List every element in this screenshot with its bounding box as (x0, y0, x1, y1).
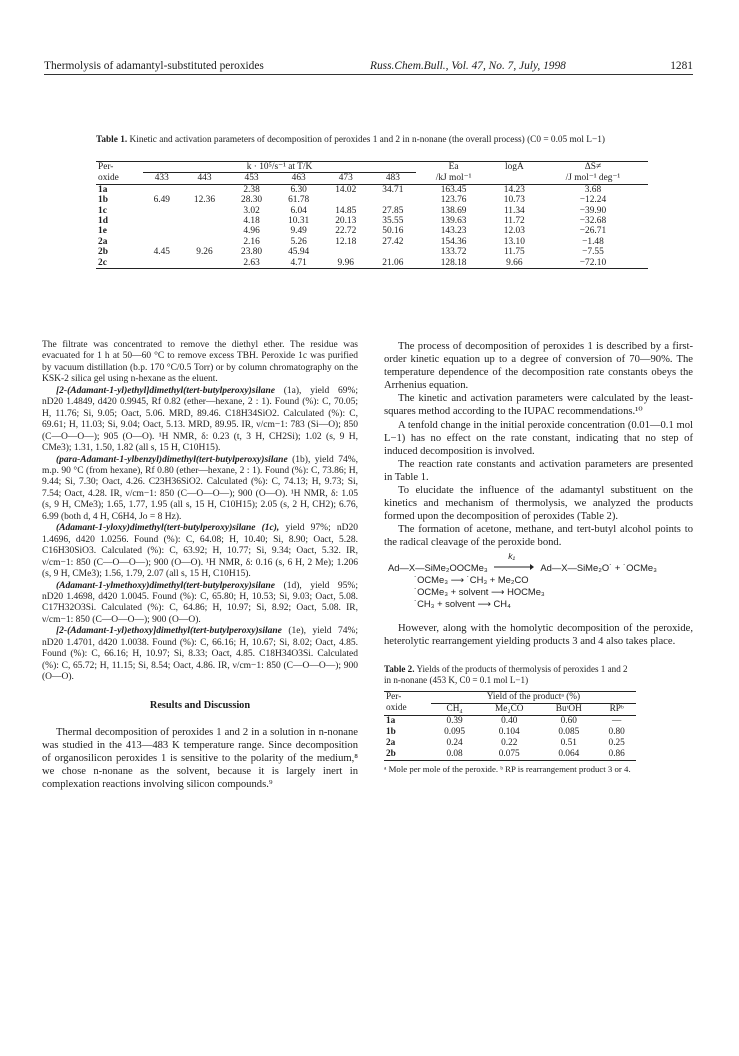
cell: 6.04 (290, 205, 307, 216)
cell: −1.48 (582, 236, 604, 247)
cell: 1b (98, 195, 108, 206)
cell: 22.72 (335, 226, 357, 237)
cell: 1a (386, 715, 396, 726)
compound-name: (para-Adamant-1-ylbenzyl)dimethyl(tert-butylperoxy)silane (56, 454, 288, 465)
cell: 1c (98, 205, 107, 216)
cell: 9.26 (196, 247, 213, 258)
table-row (96, 184, 648, 195)
table-row (96, 247, 648, 257)
cell: 0.22 (501, 737, 518, 748)
table-row (96, 258, 648, 269)
cell: 0.085 (558, 726, 580, 737)
cell: −7.55 (582, 247, 604, 258)
cell (181, 184, 228, 195)
compound-data: (1d), yield 95%; nD20 1.4698, d420 1.0045. Found (%): C, 65.80; H, 10.53; Si, 9.03; Oact, 5.08. C17H32O3Si. Calculated (%): C, 64.86; H, 10.97; Si, 8.92; Oact, 5.08. IR, ν/cm−1: 850 (C—O—O—); 900 (O—O). (42, 580, 358, 625)
scheme-line-1 (388, 551, 693, 575)
cell (143, 226, 181, 236)
cell (143, 258, 181, 269)
cell: 4.45 (153, 247, 170, 258)
cell: 139.63 (440, 216, 467, 227)
table1-head-temp: 483 (369, 173, 416, 184)
table2-head-peroxide-top: Per- (384, 691, 431, 703)
table-row (384, 727, 636, 738)
paragraph: The process of decomposition of peroxides 1 is described by a first-order kinetic equation up to a degree of conversion of 70—90%. The temperature dependence of the decomposition rate constants obeys the Arrhenius equation. (384, 341, 693, 392)
table1-caption-text: Kinetic and activation parameters of decomposition of peroxides 1 and 2 in n-nonane (the overall process) (C0 = 0.05 mol L−1) (129, 135, 605, 145)
table2-head-col: BuᵗOH (540, 703, 597, 715)
right-column (384, 340, 693, 775)
cell (181, 258, 228, 269)
scheme-line-2: ˙OCMe₃ ⟶ ˙CH₃ + Me₂CO (414, 574, 529, 586)
paragraph: The filtrate was concentrated to remove the diethyl ether. The residue was evacuated for 1 h at 50—60 °C to remove excess TBH. Peroxide 1c was purified by vacuum distillation (b.p. 170 °C/0.5 Torr) or by column chromatography on the KSK-2 silica gel using n-hexane as the eluent. (42, 340, 358, 385)
cell: — (612, 715, 622, 726)
cell (322, 247, 369, 257)
table-row (96, 216, 648, 226)
paragraph: A tenfold change in the initial peroxide concentration (0.01—0.1 mol L−1) has no effect on the rate constant, indicating that no step of induced decomposition is involved. (384, 419, 693, 457)
compound-name: (Adamant-1-yloxy)dimethyl(tert-butylperoxy)silane (1c), (56, 523, 280, 534)
scheme-line-4: ˙CH₃ + solvent ⟶ CH₄ (414, 598, 511, 610)
reaction-scheme (388, 551, 693, 611)
cell: 3.02 (243, 205, 260, 216)
table2-footnotes (384, 764, 636, 775)
table1-head-empty (491, 173, 538, 184)
table-row (384, 738, 636, 749)
table2-head-group: Yield of the productᵃ (%) (431, 691, 636, 703)
cell: 61.78 (288, 195, 310, 206)
paragraph: The formation of acetone, methane, and tert-butyl alcohol points to the radical cleavage of the peroxide bond. (384, 524, 693, 549)
cell: 4.71 (275, 258, 322, 269)
cell: 6.49 (153, 195, 170, 206)
cell (369, 247, 416, 257)
cell: 50.16 (382, 226, 404, 237)
cell: 0.24 (446, 737, 463, 748)
journal-citation: Russ.Chem.Bull., Vol. 47, No. 7, July, 1998 (370, 60, 566, 72)
cell: 2c (96, 258, 143, 269)
table-row (96, 206, 648, 216)
table2-head-col: Me₂CO (478, 703, 540, 715)
rate-constant-label: k₁ (508, 551, 516, 562)
compound-1d (42, 581, 358, 627)
paragraph: To elucidate the influence of the adamantyl substituent on the kinetics and mechanism of thermolysis, we analyzed the products formed upon the decomposition of peroxides (Table 2). (384, 485, 693, 523)
cell: 6.30 (290, 184, 307, 195)
cell: 2a (386, 737, 396, 748)
table1-head-temp: 463 (275, 173, 322, 184)
cell: 1b (386, 726, 396, 737)
compound-name: (Adamant-1-ylmethoxy)dimethyl(tert-butylperoxy)silane (56, 580, 275, 591)
cell: −39.90 (579, 205, 607, 216)
table1-label: Table 1. (96, 135, 128, 145)
cell: −72.10 (538, 258, 648, 269)
cell: −32.68 (579, 216, 607, 227)
cell (181, 226, 228, 236)
reaction-arrow (494, 551, 534, 574)
compound-name: [2-(Adamant-1-yl)ethoxy]dimethyl(tert-butylperoxy)silane (56, 626, 282, 637)
table1-head-ds-top: ΔS≠ (538, 162, 648, 173)
cell: 11.34 (503, 205, 525, 216)
cell: 0.08 (431, 749, 478, 761)
arrow-icon (494, 563, 534, 571)
cell: 12.18 (335, 236, 357, 247)
table1-head-loga: logA (491, 162, 538, 173)
running-title: Thermolysis of adamantyl-substituted peroxides (44, 60, 264, 72)
table1-head-temp: 453 (228, 173, 275, 184)
compound-data: yield 97%; nD20 1.4696, d420 1.0256. Found (%): C, 64.08; H, 10.40; Si, 8.90; Oact, 5.28. C16H30SiO3. Calculated (%): C, 63.92; H, 10.77; Si, 9.34; Oact, 5.32. IR, ν/cm−1: 850 (C—O—O—); 900 (O—O). ¹H NMR, δ: 0.16 (s, 6 H, 2 Me); 1.206 (s, 9 H, CMe3); 1.56, 1.79, 2.07 (all s, 15 H, C10H15). (42, 523, 358, 580)
cell: 1e (98, 226, 107, 237)
cell: 12.03 (503, 226, 525, 237)
cell: 128.18 (416, 258, 490, 269)
cell: 14.02 (335, 184, 357, 195)
table1-head-ea-top: Ea (416, 162, 490, 173)
cell: 2.63 (228, 258, 275, 269)
cell: 0.60 (560, 715, 577, 726)
table2-caption (384, 664, 636, 686)
section-title: Results and Discussion (149, 699, 251, 711)
cell: 10.31 (288, 216, 310, 227)
cell: 10.73 (503, 195, 525, 206)
compound-data: (1e), yield 74%; nD20 1.4701, d420 1.0038. Found (%): C, 66.16; H, 10.67; Si, 8.02; Oact, 4.85. Found (%): C, 66.16; H, 10.97; Si, 8.33; Oact, 4.85. C18H34O3Si. Calculated (%): C, 65.72; H, 11.15; Si, 8.54; Oact, 4.86. IR, ν/cm−1: 850 (C—O—O—); 900 (O—O). (42, 626, 359, 683)
page-number: 1281 (670, 60, 693, 72)
table1-head-peroxide-bottom: oxide (96, 173, 143, 184)
cell: 13.10 (503, 236, 525, 247)
cell: −12.24 (579, 195, 607, 206)
cell: 9.96 (322, 258, 369, 269)
table1-head-temp: 433 (143, 173, 181, 184)
compound-data: (1b), yield 74%, m.p. 90 °C (from hexane), Rf 0.80 (ether—hexane, 2 : 1). Found (%): C, 73.86; H, 9.44; Si, 7.30; Oact, 4.26. C23H36SiO2. Calculated (%): C, 74.13; H, 9.73; Si, 7.54; Oact, 4.28. IR, ν/cm−1: 850 (C—O—O—); 900 (O—O). ¹H NMR, δ: 1.05 (s, 9 H, CMe3); 1.65, 1.77, 1.95 (all s, 15 H, C10H15); 2.05 (s, 2 H, CH2); 6.76, 6.99 (both d, 4 H, C6H4, Jo = 8 Hz). (42, 454, 358, 522)
cell: 4.96 (243, 226, 260, 237)
table2-head-col: RPᵇ (597, 703, 636, 715)
cell (143, 237, 181, 247)
cell: 154.36 (440, 236, 467, 247)
cell: 23.80 (241, 247, 263, 258)
table1-head-temp: 473 (322, 173, 369, 184)
cell: 2b (384, 749, 431, 761)
table1-caption (96, 135, 648, 147)
table1-head-ds-bottom: /J mol⁻¹ deg⁻¹ (538, 173, 648, 184)
cell: 34.71 (382, 184, 404, 195)
paragraph: However, along with the homolytic decomposition of the peroxide, heterolytic rearrangement yielding products 3 and 4 also takes place. (384, 623, 693, 648)
compound-1a (42, 386, 358, 455)
cell: 0.51 (560, 737, 577, 748)
cell: 20.13 (335, 216, 357, 227)
cell: 11.75 (503, 247, 525, 258)
cell (143, 206, 181, 216)
cell: 28.30 (241, 195, 263, 206)
cell: 27.42 (382, 236, 404, 247)
cell: 0.064 (540, 749, 597, 761)
cell: 4.18 (243, 216, 260, 227)
cell: 5.26 (290, 236, 307, 247)
cell: 45.94 (288, 247, 310, 258)
cell: 0.25 (608, 737, 625, 748)
paragraph: Thermal decomposition of peroxides 1 and 2 in a solution in n-nonane was studied in the 413—483 K temperature range. Since decomposition of organosilicon peroxides 1 is sensitive to the polarity of the medium,⁸ we chose n-nonane as the solvent, because it is largely inert in complexation reactions involving silicon compounds.⁹ (42, 727, 358, 791)
paragraph: The kinetic and activation parameters were calculated by the least-squares method according to the IUPAC recommendations.¹⁰ (384, 393, 693, 418)
cell: 9.49 (290, 226, 307, 237)
paragraph: The reaction rate constants and activation parameters are presented in Table 1. (384, 458, 693, 483)
footnote-b: ᵇ RP is rearrangement product 3 or 4. (500, 763, 631, 774)
table2-label: Table 2. (384, 664, 415, 675)
cell: 0.86 (597, 749, 636, 761)
compound-1b (42, 455, 358, 524)
table-row (384, 749, 636, 761)
scheme-reactant: Ad—X—SiMe₂OOCMe₃ (388, 561, 488, 573)
footnote-a: ᵃ Mole per mole of the peroxide. (384, 763, 499, 774)
table2-caption-text: Yields of the products of thermolysis of peroxides 1 and 2 in n-nonane (453 K, C0 = 0.1 mol L−1) (384, 664, 628, 686)
cell (181, 216, 228, 226)
cell: 0.075 (478, 749, 540, 761)
cell: 1a (98, 184, 108, 195)
table1-head-peroxide-top: Per- (96, 162, 143, 173)
cell (181, 206, 228, 216)
cell (369, 195, 416, 205)
cell (322, 195, 369, 205)
left-column (42, 340, 358, 792)
scheme-products: Ad—X—SiMe₂O˙ + ˙OCMe₃ (540, 561, 657, 573)
compound-1c (42, 523, 358, 580)
cell: −26.71 (579, 226, 607, 237)
running-head (44, 60, 693, 75)
table-row (96, 226, 648, 236)
cell: 133.72 (440, 247, 467, 258)
table1-head-ea-bottom: /kJ mol⁻¹ (416, 173, 490, 184)
cell: 14.85 (335, 205, 357, 216)
compound-1e (42, 626, 358, 683)
cell: 138.69 (440, 205, 467, 216)
cell: 123.76 (440, 195, 467, 206)
cell: 2.16 (243, 236, 260, 247)
cell: 0.39 (446, 715, 463, 726)
compound-data: (1a), yield 69%; nD20 1.4849, d420 0.9945, Rf 0.82 (ether—hexane, 2 : 1). Found (%): C, 70.05; H, 11.76; Si, 9.05; Oact, 5.06. MRD, 89.46. C18H34SiO2. Calculated (%): C, 69.61; H, 11.03; Si, 9.04; Oact, 5.13. MRD, 89.95. IR, ν/cm−1: 783 (Si—O); 850 (C—O—O—); 905 (O—O). ¹H NMR, δ: 0.23 (t, 3 H, CH2Si); 1.02 (s, 9 H, CMe3); 1.31, 1.50, 1.82 (all s, 15 H, C10H15). (42, 385, 359, 454)
table2-head-peroxide-bottom: oxide (384, 703, 431, 715)
cell: 163.45 (440, 184, 467, 195)
cell: 35.55 (382, 216, 404, 227)
table-row (96, 237, 648, 247)
cell: 14.23 (503, 184, 525, 195)
cell: 27.85 (382, 205, 404, 216)
scheme-line-3: ˙OCMe₃ + solvent ⟶ HOCMe₃ (414, 586, 545, 598)
cell: 2a (98, 236, 108, 247)
table-row (384, 715, 636, 727)
table2-head-col: CH₄ (431, 703, 478, 715)
cell: 0.104 (498, 726, 520, 737)
table1-head-temp: 443 (181, 173, 228, 184)
cell: 143.23 (440, 226, 467, 237)
cell (143, 216, 181, 226)
table-row (96, 195, 648, 205)
cell: 11.72 (503, 216, 525, 227)
table2-product-yields (384, 691, 636, 761)
table1-head-k-group: k · 10⁵/s⁻¹ at T/K (143, 162, 417, 173)
cell: 12.36 (193, 195, 216, 206)
cell: 21.06 (369, 258, 416, 269)
cell: 0.095 (444, 726, 466, 737)
compound-name: [2-(Adamant-1-yl)ethyl]dimethyl(tert-butylperoxy)silane (56, 385, 275, 396)
table1-kinetic-parameters (96, 161, 648, 269)
cell: 2b (98, 247, 108, 258)
cell: 0.80 (608, 726, 625, 737)
cell: 0.40 (501, 715, 518, 726)
cell: 3.68 (584, 184, 602, 195)
cell (143, 184, 181, 195)
cell (181, 237, 228, 247)
cell: 9.66 (491, 258, 538, 269)
cell: 1d (98, 216, 108, 227)
cell: 2.38 (243, 184, 260, 195)
